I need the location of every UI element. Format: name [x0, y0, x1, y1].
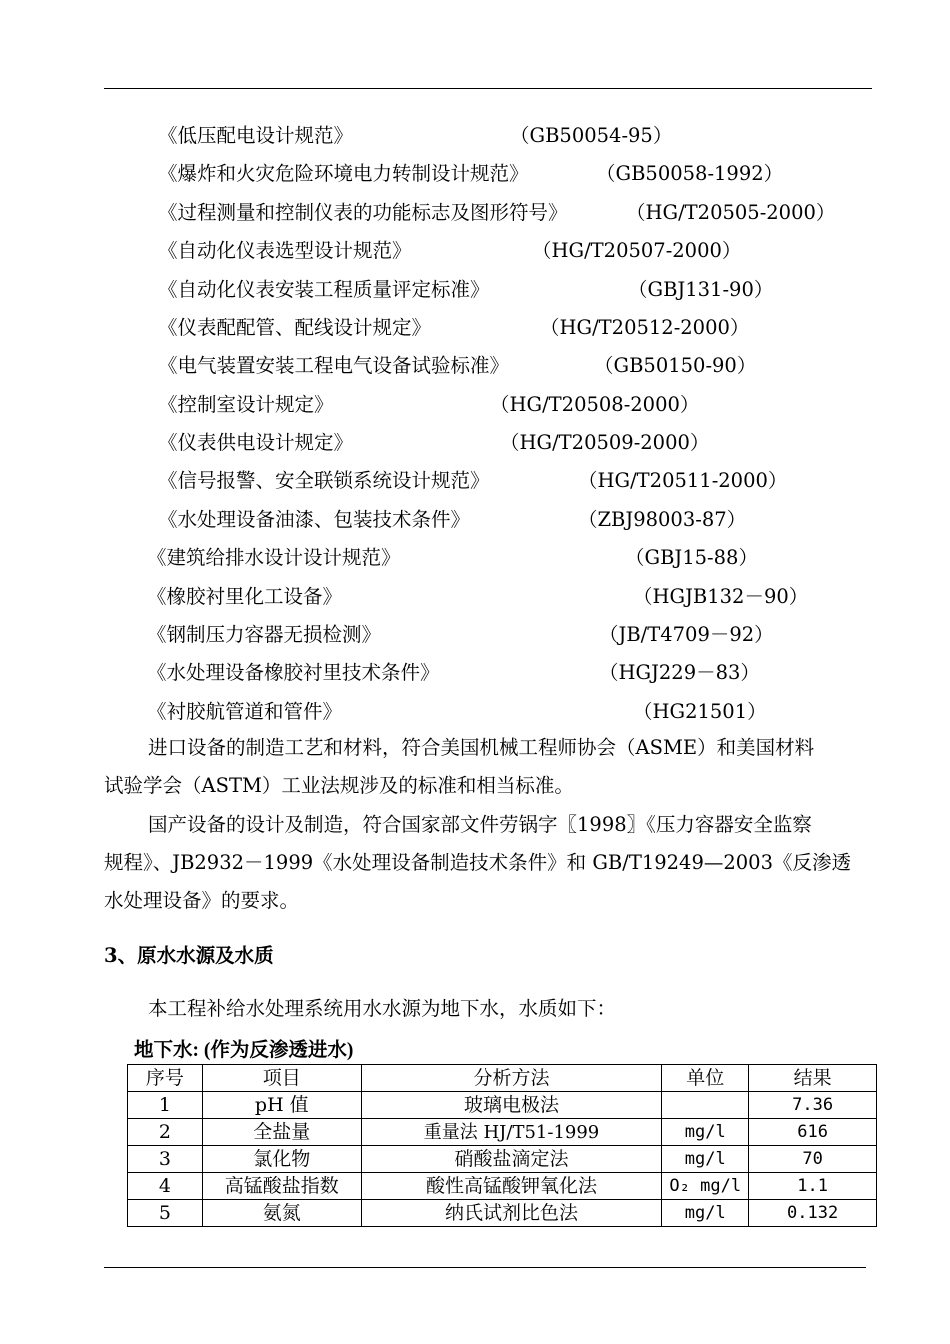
table-row	[128, 1173, 877, 1200]
table-cell: 5	[128, 1200, 203, 1227]
intro-text: 本工程补给水处理系统用水水源为地下水，水质如下：	[148, 997, 617, 1020]
table-cell: mg/l	[662, 1146, 749, 1173]
header-cell: 单位	[662, 1065, 749, 1092]
table-cell: 硝酸盐滴定法	[361, 1146, 662, 1173]
table-cell: 2	[128, 1119, 203, 1146]
table-cell: 1	[128, 1092, 203, 1119]
table-cell: pH 值	[202, 1092, 361, 1119]
table-cell: 0.132	[749, 1200, 877, 1227]
table-row	[128, 1146, 877, 1173]
table-cell: 70	[749, 1146, 877, 1173]
table-row	[128, 1119, 877, 1146]
table-header-row	[128, 1065, 877, 1092]
table-cell: 氨氮	[202, 1200, 361, 1227]
table-cell: 高锰酸盐指数	[202, 1173, 361, 1200]
water-quality-table	[127, 1064, 877, 1227]
table-cell: 1.1	[749, 1173, 877, 1200]
table-cell: 玻璃电极法	[361, 1092, 662, 1119]
table-cell: 3	[128, 1146, 203, 1173]
table-row	[128, 1200, 877, 1227]
table-cell: mg/l	[662, 1200, 749, 1227]
header-cell: 序号	[128, 1065, 203, 1092]
table-cell: 酸性高锰酸钾氧化法	[361, 1173, 662, 1200]
table-cell: 纳氏试剂比色法	[361, 1200, 662, 1227]
section-heading: 3、原水水源及水质	[104, 944, 274, 967]
table-cell: 4	[128, 1173, 203, 1200]
table-cell: 全盐量	[202, 1119, 361, 1146]
table-cell	[662, 1092, 749, 1119]
header-cell: 项目	[202, 1065, 361, 1092]
table-cell: O₂ mg/l	[662, 1173, 749, 1200]
header-cell: 分析方法	[361, 1065, 662, 1092]
header-rule	[104, 88, 872, 89]
table-cell: 氯化物	[202, 1146, 361, 1173]
table-title: 地下水: (作为反渗透进水)	[134, 1040, 354, 1061]
table-cell: 重量法 HJ/T51-1999	[361, 1119, 662, 1146]
paragraph-imported-equipment: 进口设备的制造工艺和材料，符合美国机械工程师协会（ASME）和美国材料 试验学会（ASTM）工业法规涉及的标准和相当标准。	[104, 736, 815, 797]
paragraph-domestic-equipment: 国产设备的设计及制造，符合国家部文件劳锅字〖1998〗《压力容器安全监察 规程》、JB2932－1999《水处理设备制造技术条件》和 GB/T19249—2003《反渗透 水处理设备》的要求。	[104, 813, 851, 912]
header-cell: 结果	[749, 1065, 877, 1092]
table-cell: 7.36	[749, 1092, 877, 1119]
footer-rule	[104, 1267, 866, 1268]
table-cell: mg/l	[662, 1119, 749, 1146]
table-cell: 616	[749, 1119, 877, 1146]
table-row	[128, 1092, 877, 1119]
